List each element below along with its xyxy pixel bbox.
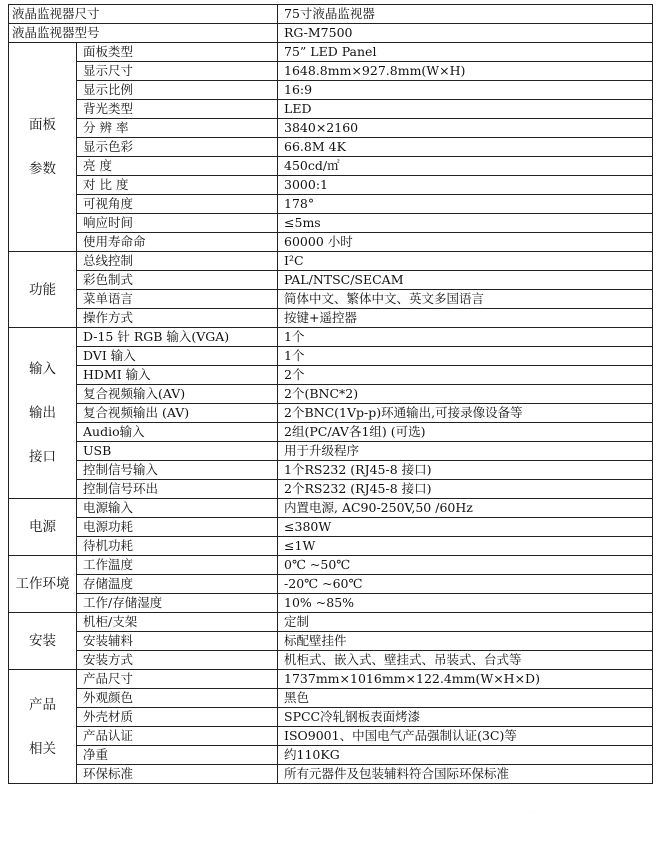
spec-name: 电源输入 xyxy=(77,499,278,518)
spec-value: 1个 xyxy=(278,328,653,347)
spec-name: 亮 度 xyxy=(77,157,278,176)
group-label-line: 参数 xyxy=(29,161,56,177)
spec-value: 用于升级程序 xyxy=(278,442,653,461)
group-label-function xyxy=(9,252,77,328)
spec-value: 2组(PC/AV各1组) (可选) xyxy=(278,423,653,442)
spec-row xyxy=(9,138,653,157)
spec-name: 复合视频输出 (AV) xyxy=(77,404,278,423)
spec-table-body xyxy=(9,5,653,784)
group-label-spacer xyxy=(9,136,76,158)
spec-row xyxy=(9,214,653,233)
spec-value: 机柜式、嵌入式、壁挂式、吊装式、台式等 xyxy=(278,651,653,670)
spec-name: 菜单语言 xyxy=(77,290,278,309)
group-label-line: 接口 xyxy=(29,449,56,465)
group-label-line: 功能 xyxy=(29,281,56,298)
spec-name: 响应时间 xyxy=(77,214,278,233)
spec-name: 外壳材质 xyxy=(77,708,278,727)
spec-name: 电源功耗 xyxy=(77,518,278,537)
spec-value: 标配壁挂件 xyxy=(278,632,653,651)
spec-name: 面板类型 xyxy=(77,43,278,62)
header-label: 液晶监视器尺寸 xyxy=(9,5,278,24)
spec-value: 178° xyxy=(278,195,653,214)
spec-value: 2个(BNC*2) xyxy=(278,385,653,404)
spec-value: 10% ~85% xyxy=(278,594,653,613)
group-label-line: 产品 xyxy=(29,696,56,713)
spec-name: 可视角度 xyxy=(77,195,278,214)
spec-row xyxy=(9,62,653,81)
corner-watermark: ... xyxy=(529,804,541,815)
spec-value: PAL/NTSC/SECAM xyxy=(278,271,653,290)
spec-value: 0℃ ~50℃ xyxy=(278,556,653,575)
spec-value: 2个BNC(1Vp-p)环通输出,可接录像设备等 xyxy=(278,404,653,423)
spec-name: 控制信号环出 xyxy=(77,480,278,499)
spec-name: 工作温度 xyxy=(77,556,278,575)
group-label-io xyxy=(9,328,77,499)
spec-value: ≤1W xyxy=(278,537,653,556)
spec-name: 分 辨 率 xyxy=(77,119,278,138)
header-value: 75寸液晶监视器 xyxy=(278,5,653,24)
spec-name: 显示色彩 xyxy=(77,138,278,157)
spec-value: 1个 xyxy=(278,347,653,366)
spec-value: 3840×2160 xyxy=(278,119,653,138)
spec-row xyxy=(9,385,653,404)
spec-name: 显示比例 xyxy=(77,81,278,100)
spec-row xyxy=(9,499,653,518)
spec-row xyxy=(9,670,653,689)
spec-row xyxy=(9,195,653,214)
spec-value: 简体中文、繁体中文、英文多国语言 xyxy=(278,290,653,309)
spec-value: 75” LED Panel xyxy=(278,43,653,62)
spec-value: ≤380W xyxy=(278,518,653,537)
spec-name: Audio输入 xyxy=(77,423,278,442)
spec-value: 按键+遥控器 xyxy=(278,309,653,328)
spec-value: 1737mm×1016mm×122.4mm(W×H×D) xyxy=(278,670,653,689)
spec-value: 66.8M 4K xyxy=(278,138,653,157)
spec-name: 背光类型 xyxy=(77,100,278,119)
group-label-product xyxy=(9,670,77,784)
spec-row xyxy=(9,423,653,442)
spec-row xyxy=(9,252,653,271)
spec-value: LED xyxy=(278,100,653,119)
spec-value: -20℃ ~60℃ xyxy=(278,575,653,594)
group-label-spacer xyxy=(9,424,76,446)
spec-name: 复合视频输入(AV) xyxy=(77,385,278,404)
spec-value: ISO9001、中国电气产品强制认证(3C)等 xyxy=(278,727,653,746)
spec-value: I²C xyxy=(278,252,653,271)
spec-row xyxy=(9,309,653,328)
header-value: RG-M7500 xyxy=(278,24,653,43)
spec-row xyxy=(9,746,653,765)
spec-name: 产品认证 xyxy=(77,727,278,746)
spec-row xyxy=(9,689,653,708)
group-label-line: 输出 xyxy=(29,405,56,421)
spec-row xyxy=(9,537,653,556)
spec-value: 2个 xyxy=(278,366,653,385)
spec-row xyxy=(9,556,653,575)
spec-value: SPCC冷轧钢板表面烤漆 xyxy=(278,708,653,727)
spec-name: 产品尺寸 xyxy=(77,670,278,689)
group-label-line: 面板 xyxy=(29,117,56,133)
spec-value: 约110KG xyxy=(278,746,653,765)
spec-value: 3000:1 xyxy=(278,176,653,195)
spec-name: 对 比 度 xyxy=(77,176,278,195)
spec-name: USB xyxy=(77,442,278,461)
spec-value: 16:9 xyxy=(278,81,653,100)
group-label-line: 电源 xyxy=(29,519,56,535)
spec-row xyxy=(9,100,653,119)
spec-name: D-15 针 RGB 输入(VGA) xyxy=(77,328,278,347)
header-label: 液晶监视器型号 xyxy=(9,24,278,43)
spec-value: ≤5ms xyxy=(278,214,653,233)
spec-name: DVI 输入 xyxy=(77,347,278,366)
spec-name: 存储温度 xyxy=(77,575,278,594)
spec-row xyxy=(9,157,653,176)
spec-value: 1个RS232 (RJ45-8 接口) xyxy=(278,461,653,480)
group-label-panel xyxy=(9,43,77,252)
spec-row xyxy=(9,461,653,480)
spec-row xyxy=(9,632,653,651)
spec-value: 所有元器件及包装辅料符合国际环保标准 xyxy=(278,765,653,784)
group-label-environment xyxy=(9,556,77,613)
spec-value: 黑色 xyxy=(278,689,653,708)
spec-row xyxy=(9,271,653,290)
spec-name: 环保标准 xyxy=(77,765,278,784)
spec-name: 安装辅料 xyxy=(77,632,278,651)
spec-row xyxy=(9,765,653,784)
spec-row xyxy=(9,442,653,461)
spec-name: 待机功耗 xyxy=(77,537,278,556)
spec-value: 2个RS232 (RJ45-8 接口) xyxy=(278,480,653,499)
spec-row xyxy=(9,290,653,309)
group-label-line: 输入 xyxy=(29,361,56,377)
spec-row xyxy=(9,119,653,138)
group-label-spacer xyxy=(9,716,76,738)
group-label-line: 工作环境 xyxy=(15,576,70,592)
spec-name: 外观颜色 xyxy=(77,689,278,708)
spec-value: 60000 小时 xyxy=(278,233,653,252)
spec-row xyxy=(9,43,653,62)
spec-row xyxy=(9,518,653,537)
header-row xyxy=(9,5,653,24)
spec-value: 内置电源, AC90-250V,50 /60Hz xyxy=(278,499,653,518)
spec-name: 安装方式 xyxy=(77,651,278,670)
spec-row xyxy=(9,404,653,423)
spec-row xyxy=(9,613,653,632)
spec-row xyxy=(9,651,653,670)
spec-row xyxy=(9,594,653,613)
spec-value: 定制 xyxy=(278,613,653,632)
spec-row xyxy=(9,347,653,366)
spec-name: 使用寿命命 xyxy=(77,233,278,252)
group-label-install xyxy=(9,613,77,670)
spec-row xyxy=(9,366,653,385)
header-row xyxy=(9,24,653,43)
spec-row xyxy=(9,81,653,100)
group-label-line: 相关 xyxy=(29,740,56,757)
spec-name: 机柜/支架 xyxy=(77,613,278,632)
spec-name: 控制信号输入 xyxy=(77,461,278,480)
spec-row xyxy=(9,727,653,746)
spec-value: 1648.8mm×927.8mm(W×H) xyxy=(278,62,653,81)
spec-name: HDMI 输入 xyxy=(77,366,278,385)
group-label-line: 安装 xyxy=(29,633,56,649)
spec-value: 450cd/㎡ xyxy=(278,157,653,176)
group-label-spacer xyxy=(9,380,76,402)
spec-name: 彩色制式 xyxy=(77,271,278,290)
group-label-power xyxy=(9,499,77,556)
spec-row xyxy=(9,233,653,252)
spec-row xyxy=(9,708,653,727)
spec-name: 总线控制 xyxy=(77,252,278,271)
spec-name: 显示尺寸 xyxy=(77,62,278,81)
spec-row xyxy=(9,480,653,499)
spec-table xyxy=(8,4,653,784)
spec-sheet xyxy=(8,4,652,784)
spec-row xyxy=(9,575,653,594)
spec-name: 操作方式 xyxy=(77,309,278,328)
spec-name: 净重 xyxy=(77,746,278,765)
spec-row xyxy=(9,328,653,347)
spec-row xyxy=(9,176,653,195)
spec-name: 工作/存储湿度 xyxy=(77,594,278,613)
